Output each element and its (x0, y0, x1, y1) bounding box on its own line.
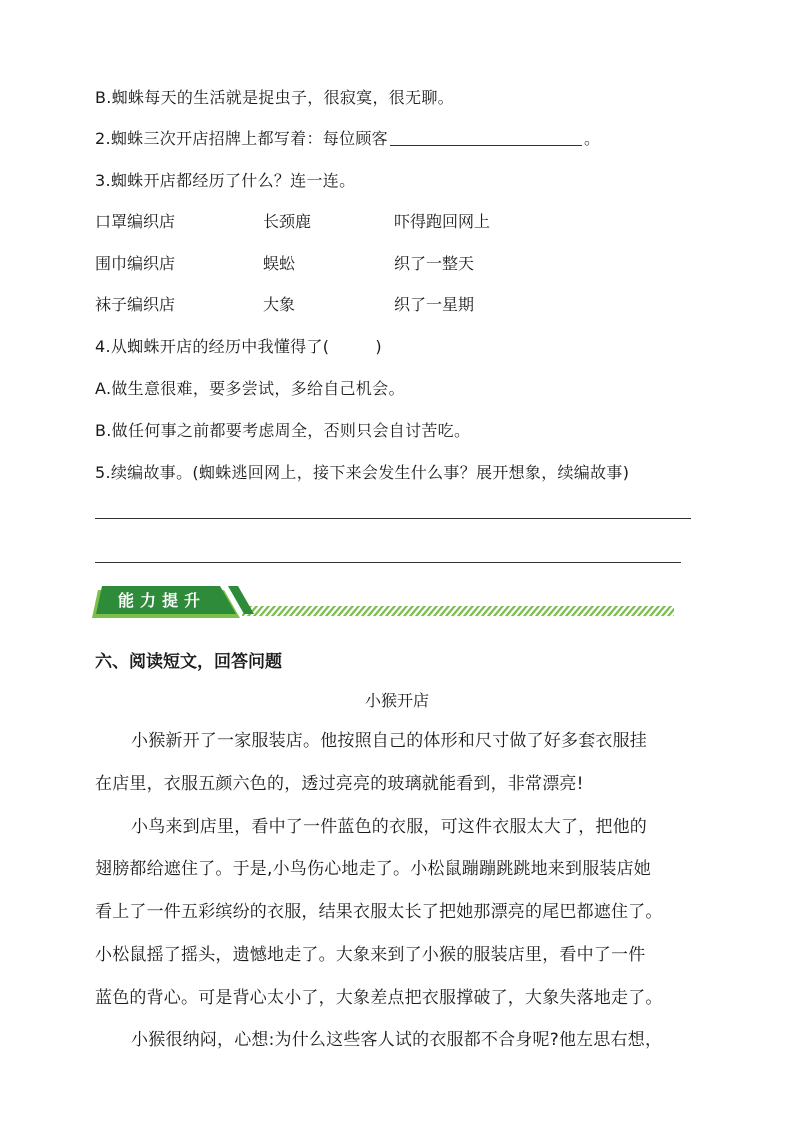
story-title: 小猴开店 (364, 691, 429, 710)
q2-answer-blank[interactable] (390, 129, 582, 146)
story-line-2: 在店里，衣服五颜六色的，透过亮亮的玻璃就能看到，非常漂亮! (95, 774, 584, 794)
story-line-5: 看上了一件五彩缤纷的衣服，结果衣服太长了把她那漂亮的尾巴都遮住了。 (95, 902, 663, 922)
q5-writing-line-1[interactable] (95, 518, 691, 519)
q4-text: 4.从蜘蛛开店的经历中我懂得了( (95, 337, 330, 356)
story-line-8: 小猴很纳闷，心想:为什么这些客人试的衣服都不合身呢?他左思右想， (131, 1030, 663, 1050)
q1-option-b: B.蜘蛛每天的生活就是捉虫子，很寂寞，很无聊。 (95, 88, 454, 107)
q3-question: 3.蜘蛛开店都经历了什么？连一连。 (95, 171, 356, 190)
story-line-1: 小猴新开了一家服装店。他按照自己的体形和尺寸做了好多套衣服挂 (131, 731, 647, 751)
match-customer-2[interactable]: 蜈蚣 (263, 254, 296, 273)
story-line-3: 小鸟来到店里，看中了一件蓝色的衣服，可这件衣服太大了，把他的 (131, 817, 647, 837)
q5-question: 5.续编故事。(蜘蛛逃回网上，接下来会发生什么事？展开想象，续编故事) (95, 463, 630, 482)
match-result-1[interactable]: 吓得跑回网上 (394, 212, 491, 231)
q2-text: 2.蜘蛛三次开店招牌上都写着：每位顾客 (95, 129, 388, 148)
match-customer-3[interactable]: 大象 (263, 295, 296, 314)
banner-hatch-bar (242, 606, 674, 616)
story-line-6: 小松鼠摇了摇头，遗憾地走了。大象来到了小猴的服装店里，看中了一件 (95, 945, 646, 965)
section-title: 六、阅读短文，回答问题 (95, 652, 282, 672)
q4-close-paren: ) (375, 337, 382, 356)
q5-writing-line-2[interactable] (95, 562, 681, 563)
match-shop-1[interactable]: 口罩编织店 (95, 212, 176, 231)
story-line-7: 蓝色的背心。可是背心太小了，大象差点把衣服撑破了，大象失落地走了。 (95, 988, 663, 1008)
q2-suffix: 。 (583, 129, 601, 148)
q4-option-b: B.做任何事之前都要考虑周全，否则只会自讨苦吃。 (95, 421, 471, 440)
q4-question (95, 336, 382, 358)
banner-label: 能力提升 (117, 591, 207, 610)
match-result-2[interactable]: 织了一整天 (394, 254, 475, 273)
match-shop-3[interactable]: 袜子编织店 (95, 295, 176, 314)
ability-banner (92, 586, 682, 622)
match-customer-1[interactable]: 长颈鹿 (263, 212, 312, 231)
q2-question (95, 128, 600, 150)
q4-option-a: A.做生意很难，要多尝试，多给自己机会。 (95, 379, 405, 398)
story-line-4: 翅膀都给遮住了。于是,小鸟伤心地走了。小松鼠蹦蹦跳跳地来到服装店她 (95, 859, 652, 879)
match-result-3[interactable]: 织了一星期 (394, 295, 475, 314)
match-shop-2[interactable]: 围巾编织店 (95, 254, 176, 273)
